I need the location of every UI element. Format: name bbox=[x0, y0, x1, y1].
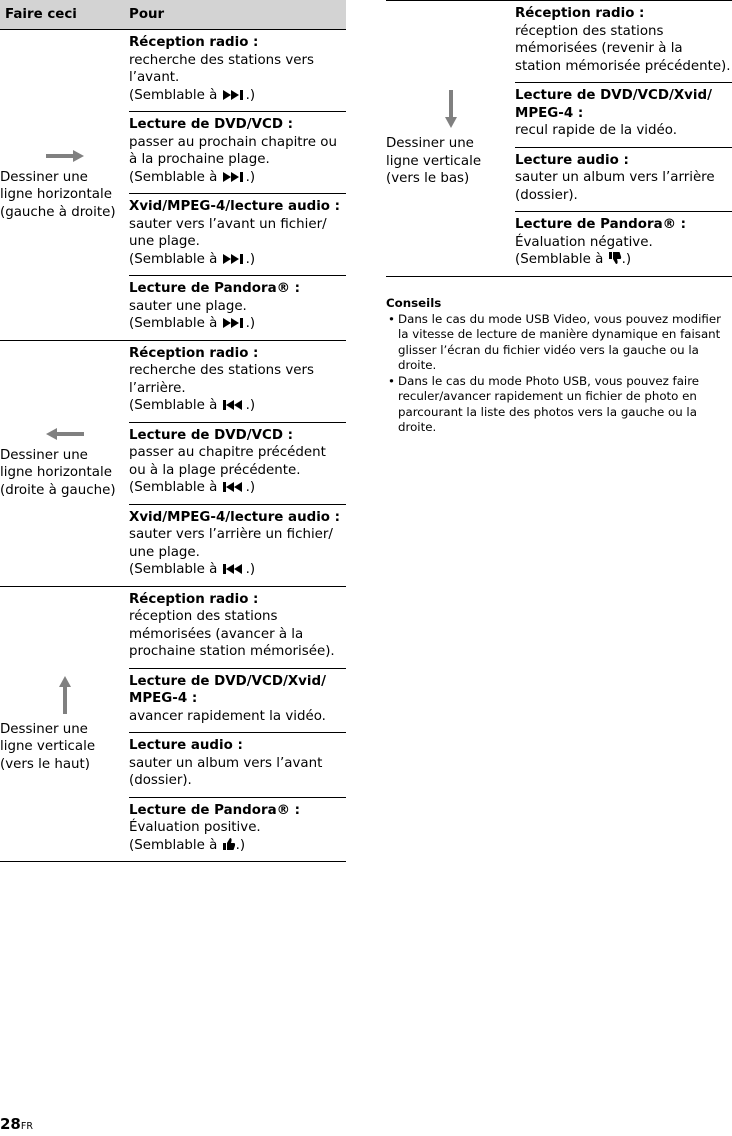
header-action: Faire ceci bbox=[5, 6, 77, 22]
similar-suffix: .) bbox=[245, 480, 256, 495]
page-number-value: 28 bbox=[0, 1115, 21, 1133]
result-description: sauter vers l’arrière un fichier/ une plage. bbox=[129, 527, 333, 560]
previous-track-icon bbox=[222, 562, 246, 577]
gesture-results bbox=[515, 1, 732, 276]
header-result: Pour bbox=[129, 6, 165, 22]
result-similar bbox=[129, 87, 346, 105]
gesture-action bbox=[0, 341, 129, 586]
result-similar bbox=[129, 169, 346, 187]
similar-prefix: (Semblable à bbox=[129, 316, 222, 331]
thumbs-up-icon bbox=[222, 838, 236, 853]
result-cell bbox=[515, 147, 732, 212]
tip-item: • Dans le cas du mode USB Video, vous pouvez modifier la vitesse de lecture de manière dynamique en faisant glisser l’écran du fichier vidéo vers la gauche ou la droite. bbox=[386, 312, 732, 374]
result-title: Lecture de DVD/VCD/Xvid/ MPEG-4 : bbox=[515, 88, 712, 121]
gesture-action bbox=[0, 587, 129, 862]
result-similar bbox=[129, 397, 346, 415]
result-description: réception des stations mémorisées (revenir à la station mémorisée précédente). bbox=[515, 23, 731, 74]
result-description: Évaluation positive. bbox=[129, 820, 261, 835]
gesture-action-label: Dessiner une ligne horizontale (gauche à droite) bbox=[0, 169, 116, 220]
similar-suffix: .) bbox=[245, 562, 256, 577]
next-track-icon bbox=[222, 252, 246, 267]
result-cell bbox=[129, 732, 346, 797]
result-cell bbox=[129, 668, 346, 733]
gesture-group bbox=[0, 341, 346, 587]
page-language-suffix: FR bbox=[20, 1121, 33, 1132]
result-cell bbox=[129, 797, 346, 862]
page-number bbox=[0, 1116, 33, 1136]
result-cell bbox=[515, 1, 732, 82]
similar-suffix: .) bbox=[245, 398, 256, 413]
result-cell bbox=[129, 30, 346, 111]
result-cell bbox=[129, 422, 346, 504]
result-title: Réception radio : bbox=[129, 591, 259, 607]
result-cell bbox=[515, 82, 732, 147]
result-title: Lecture de DVD/VCD : bbox=[129, 427, 293, 443]
similar-prefix: (Semblable à bbox=[129, 398, 222, 413]
result-title: Lecture de Pandora® : bbox=[129, 281, 301, 296]
gesture-group bbox=[0, 587, 346, 863]
similar-prefix: (Semblable à bbox=[129, 562, 222, 577]
gesture-action-label: Dessiner une ligne horizontale (droite à gauche) bbox=[0, 447, 116, 498]
result-title: Xvid/MPEG-4/lecture audio : bbox=[129, 509, 341, 525]
tips-title: Conseils bbox=[386, 296, 442, 310]
result-similar bbox=[129, 315, 346, 333]
result-title: Lecture de DVD/VCD : bbox=[129, 117, 293, 132]
tips-list bbox=[386, 312, 732, 436]
similar-suffix: .) bbox=[245, 251, 256, 267]
result-description: passer au chapitre précédent ou à la plage précédente. bbox=[129, 445, 326, 478]
gesture-action-label: Dessiner une ligne verticale (vers le haut) bbox=[0, 721, 96, 772]
next-track-icon bbox=[222, 170, 246, 185]
result-description: Évaluation négative. bbox=[515, 234, 653, 250]
arrow-down-icon bbox=[386, 89, 515, 129]
gesture-table-left bbox=[0, 0, 346, 862]
similar-prefix: (Semblable à bbox=[129, 480, 222, 495]
thumbs-down-icon bbox=[608, 252, 622, 267]
gesture-action-label: Dessiner une ligne verticale (vers le bas) bbox=[386, 136, 482, 186]
gesture-results bbox=[129, 587, 346, 862]
gesture-group bbox=[386, 0, 732, 277]
result-description: sauter un album vers l’avant (dossier). bbox=[129, 755, 323, 788]
result-cell bbox=[129, 275, 346, 340]
similar-suffix: .) bbox=[621, 252, 632, 267]
result-title: Lecture audio : bbox=[129, 738, 243, 753]
similar-prefix: (Semblable à bbox=[129, 169, 222, 185]
result-similar bbox=[129, 479, 346, 497]
result-cell bbox=[129, 587, 346, 668]
previous-track-icon bbox=[222, 480, 246, 495]
similar-suffix: .) bbox=[235, 837, 246, 853]
result-description: recherche des stations vers l’arrière. bbox=[129, 363, 315, 396]
result-similar bbox=[129, 837, 346, 855]
result-cell bbox=[129, 193, 346, 275]
result-similar bbox=[129, 251, 346, 269]
result-title: Lecture audio : bbox=[515, 152, 629, 168]
result-description: passer au prochain chapitre ou à la prochaine plage. bbox=[129, 134, 337, 167]
similar-suffix: .) bbox=[245, 316, 256, 331]
gesture-group bbox=[0, 30, 346, 341]
result-title: Réception radio : bbox=[129, 35, 259, 50]
result-description: recul rapide de la vidéo. bbox=[515, 123, 677, 138]
arrow-up-icon bbox=[0, 675, 129, 715]
result-title: Lecture de DVD/VCD/Xvid/ MPEG-4 : bbox=[129, 673, 326, 706]
result-cell bbox=[129, 341, 346, 422]
similar-suffix: .) bbox=[245, 87, 256, 103]
tips-section bbox=[386, 296, 732, 436]
result-similar bbox=[129, 561, 346, 579]
result-title: Réception radio : bbox=[129, 345, 259, 361]
next-track-icon bbox=[222, 316, 246, 331]
result-title: Lecture de Pandora® : bbox=[129, 802, 301, 818]
result-cell bbox=[129, 504, 346, 586]
result-cell bbox=[129, 111, 346, 193]
similar-prefix: (Semblable à bbox=[129, 251, 222, 267]
gesture-results bbox=[129, 341, 346, 586]
result-description: sauter un album vers l’arrière (dossier). bbox=[515, 170, 715, 203]
next-track-icon bbox=[222, 88, 246, 103]
previous-track-icon bbox=[222, 398, 246, 413]
result-description: sauter une plage. bbox=[129, 298, 247, 314]
result-similar bbox=[515, 251, 732, 269]
result-title: Lecture de Pandora® : bbox=[515, 217, 687, 232]
tip-item: • Dans le cas du mode Photo USB, vous pouvez faire reculer/avancer rapidement un fichier de photo en parcourant la liste des photos vers la gauche ou la droite. bbox=[386, 374, 732, 436]
gesture-results bbox=[129, 30, 346, 340]
similar-prefix: (Semblable à bbox=[129, 837, 222, 853]
gesture-action bbox=[0, 30, 129, 340]
arrow-right-icon bbox=[0, 149, 129, 163]
result-description: réception des stations mémorisées (avancer à la prochaine station mémorisée). bbox=[129, 609, 335, 659]
gesture-action bbox=[386, 1, 515, 276]
result-title: Xvid/MPEG-4/lecture audio : bbox=[129, 199, 341, 214]
similar-prefix: (Semblable à bbox=[129, 87, 222, 103]
table-header bbox=[0, 0, 346, 30]
result-cell bbox=[515, 211, 732, 276]
result-description: avancer rapidement la vidéo. bbox=[129, 708, 326, 724]
result-description: recherche des stations vers l’avant. bbox=[129, 52, 315, 85]
similar-prefix: (Semblable à bbox=[515, 252, 608, 267]
result-description: sauter vers l’avant un fichier/ une plage. bbox=[129, 216, 327, 249]
result-title: Réception radio : bbox=[515, 6, 645, 21]
gesture-table-right bbox=[386, 0, 732, 277]
similar-suffix: .) bbox=[245, 169, 256, 185]
arrow-left-icon bbox=[0, 427, 129, 441]
